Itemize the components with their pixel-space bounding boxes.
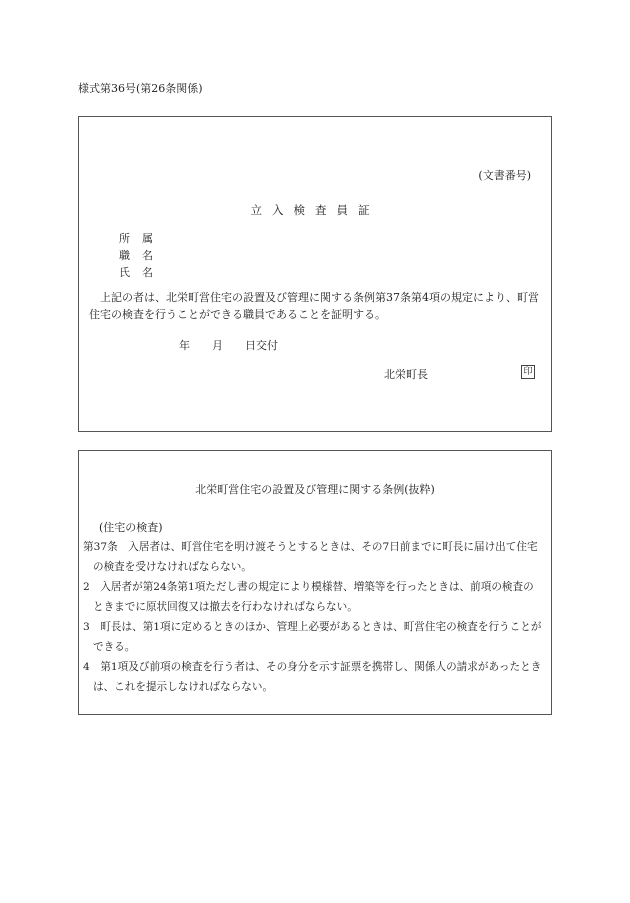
field-label: 氏名 [119, 266, 165, 279]
issue-date-line: 年 月 日交付 [179, 339, 278, 352]
certificate-body: 上記の者は、北栄町営住宅の設置及び管理に関する条例第37条第4項の規定により、町営住宅の検査を行うことができる職員であることを証明する。 [89, 291, 539, 321]
inspector-certificate [78, 116, 552, 432]
article-heading: (住宅の検査) [99, 521, 163, 534]
document-number: (文書番号) [478, 169, 531, 182]
field-label: 職名 [119, 249, 165, 262]
seal-stamp: 印 [521, 365, 535, 379]
issuer-name: 北栄町長 [384, 368, 428, 381]
ordinance-excerpt [78, 450, 552, 715]
certificate-title: 立入検査員証 [250, 203, 380, 217]
excerpt-title: 北栄町営住宅の設置及び管理に関する条例(抜粋) [195, 483, 435, 496]
field-name [119, 264, 165, 280]
form-number: 様式第36号(第26条関係) [78, 82, 203, 95]
article-paragraph: 2 入居者が第24条第1項ただし書の規定により模様替、増築等を行ったときは、前項の検査のときまでに原状回復又は撤去を行わなければならない。 [83, 581, 534, 613]
article-paragraph: 第37条 入居者は、町営住宅を明け渡そうとするときは、その7日前までに町長に届け出て住宅の検査を受けなければならない。 [83, 541, 538, 573]
field-job-title [119, 247, 165, 263]
article-paragraph: 4 第1項及び前項の検査を行う者は、その身分を示す証票を携帯し、関係人の請求があったときは、これを提示しなければならない。 [83, 661, 542, 693]
field-affiliation [119, 230, 165, 246]
field-label: 所属 [119, 232, 165, 245]
article-paragraph: 3 町長は、第1項に定めるときのほか、管理上必要があるときは、町営住宅の検査を行うことができる。 [83, 621, 542, 653]
